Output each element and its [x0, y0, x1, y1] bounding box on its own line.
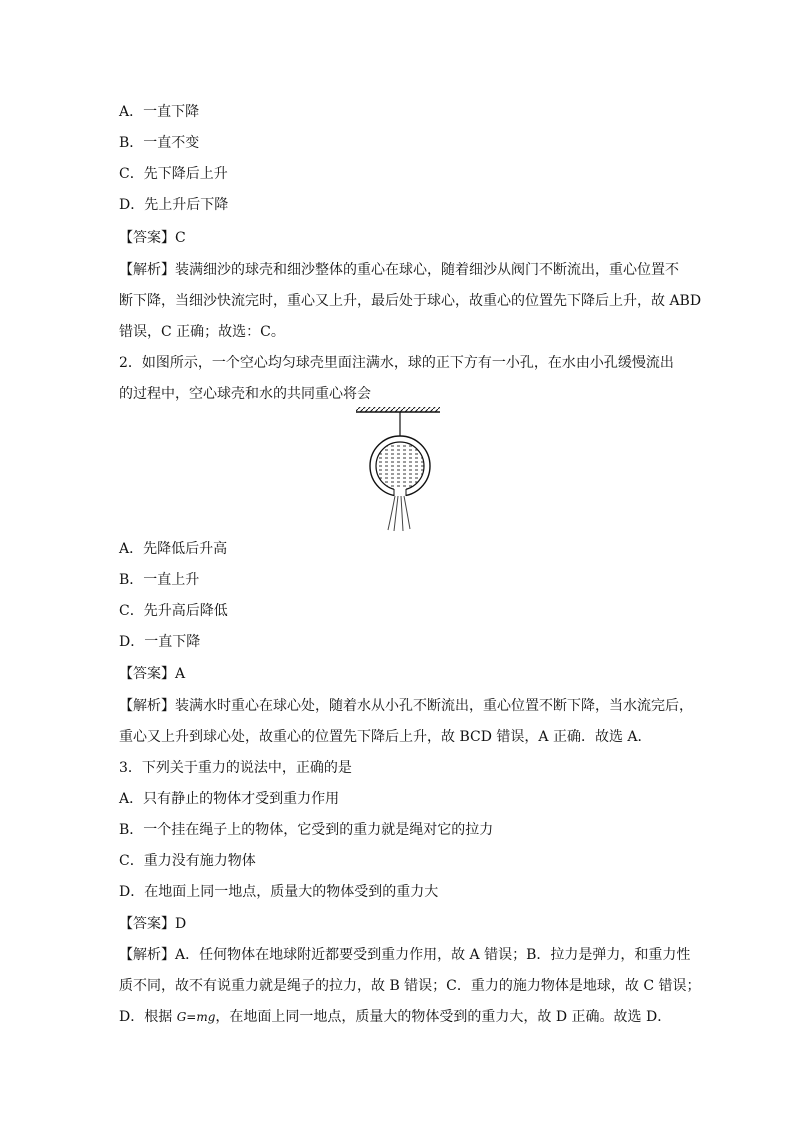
q1-option-d: D．先上升后下降 [119, 197, 229, 213]
analysis-text: 装满细沙的球壳和细沙整体的重心在球心，随着细沙从阀门不断流出，重心位置不 [175, 262, 679, 278]
analysis-text: 装满水时重心在球心处，随着水从小孔不断流出，重心位置不断下降，当水流完后， [175, 698, 693, 714]
q2-stem-line-2: 的过程中，空心球壳和水的共同重心将会 [119, 386, 371, 402]
q1-option-b: B．一直不变 [119, 135, 200, 151]
answer-value: D [175, 916, 187, 932]
q3-option-c: C．重力没有施力物体 [119, 853, 256, 869]
q2-answer [119, 665, 185, 683]
analysis-label: 【解析】 [119, 947, 175, 963]
q3-analysis-line-3 [119, 1008, 671, 1026]
q2-option-b: B．一直上升 [119, 572, 200, 588]
q3-stem: 3．下列关于重力的说法中，正确的是 [119, 760, 352, 776]
q2-option-c: C．先升高后降低 [119, 603, 228, 619]
q3-analysis-line-1 [119, 946, 690, 964]
ceiling-hatch [356, 407, 440, 412]
q1-option-a: A．一直下降 [119, 104, 200, 120]
hanging-sphere-figure [348, 404, 448, 534]
answer-value: A [175, 666, 186, 682]
q2-analysis-line-2: 重心又上升到球心处，故重心的位置先下降后上升，故 BCD 错误，A 正确．故选 A． [119, 729, 652, 745]
analysis-text: D．根据 [119, 1009, 177, 1025]
q3-analysis-line-2: 质不同，故不有说重力就是绳子的拉力，故 B 错误；C．重力的施力物体是地球，故 C 错误； [119, 978, 701, 994]
q1-analysis-line-3: 错误，C 正确；故选：C。 [119, 324, 285, 340]
answer-label: 【答案】 [119, 916, 175, 932]
q1-analysis-line-2: 断下降，当细沙快流完时，重心又上升，最后处于球心，故重心的位置先下降后上升，故 ABD [119, 293, 702, 309]
water-stream-2 [394, 496, 398, 531]
analysis-label: 【解析】 [119, 698, 175, 714]
q3-option-b: B．一个挂在绳子上的物体，它受到的重力就是绳对它的拉力 [119, 822, 494, 838]
analysis-text: ，在地面上同一地点，质量大的物体受到的重力大，故 D 正确。故选 D． [215, 1009, 672, 1025]
water-stream-3 [401, 496, 403, 531]
q3-option-d: D．在地面上同一地点，质量大的物体受到的重力大 [119, 884, 439, 900]
q2-stem-line-1: 2．如图所示，一个空心均匀球壳里面注满水，球的正下方有一小孔，在水由小孔缓慢流出 [119, 355, 674, 371]
analysis-label: 【解析】 [119, 262, 175, 278]
answer-value: C [175, 230, 186, 246]
q1-option-c: C．先下降后上升 [119, 166, 228, 182]
q2-analysis-line-1 [119, 697, 693, 715]
analysis-text: A．任何物体在地球附近都要受到重力作用，故 A 错误；B．拉力是弹力，和重力性 [175, 947, 691, 963]
q2-option-d: D．一直下降 [119, 634, 201, 650]
water-stream-4 [404, 496, 410, 529]
formula-g-mg: G=mg [176, 1010, 216, 1024]
water-stream-1 [388, 496, 395, 530]
answer-label: 【答案】 [119, 230, 175, 246]
q1-analysis-line-1 [119, 261, 679, 279]
q1-answer [119, 229, 186, 247]
answer-label: 【答案】 [119, 666, 175, 682]
q2-option-a: A．先降低后升高 [119, 541, 228, 557]
q3-option-a: A．只有静止的物体才受到重力作用 [119, 791, 340, 807]
q3-answer [119, 915, 186, 933]
water-cavity [376, 442, 424, 490]
